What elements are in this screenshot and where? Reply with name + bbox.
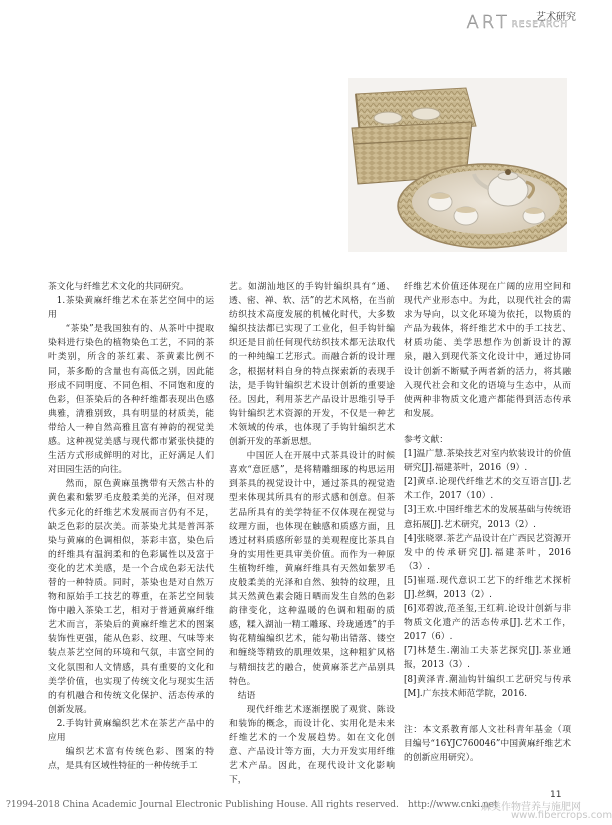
reference-item: [8]黄泽青.潮汕钩针编织工艺研究与传承[M].广东技术师范学院，2016. [404, 674, 571, 699]
reference-item: [4]张晓翠.茶艺产品设计在广西民艺资源开发中的传承研究[J].福建茶叶，2016（3）. [404, 533, 571, 572]
references-title: 参考文献： [404, 434, 448, 445]
tea-set-basket-photo [348, 78, 567, 252]
funding-note: 注：本文系教育部人文社科青年基金（项目编号“16YJC760046”中国黄麻纤维艺术的创新应用研究）。 [404, 724, 571, 763]
watermark-url: www.fibercrops.com [511, 810, 612, 821]
paragraph-tea-set-design: 中国匠人在开展中式茶具设计的时候喜欢“意匠感”，是将精雕细琢的构思运用到茶具的视觉设计中，通过茶具的视觉造型来体现其所具有的形式感和创意。但茶艺品所具有的美学特征不仅体现在视觉与纹理方面，也体现在触感和质感方面，且透过材料质感所彰显的美观程度比茶具自身的实用性更具审美价值。而作为一种原生植物纤维，黄麻纤维具有天然如紫罗毛皮般柔美的光泽和自然、独特的纹理，且其天然黄色素会随日晒而发生自然的色彩韵律变化，这种温暖的色调和粗砺的质感，糅入湖汕一精工雕琢、玲珑通透”的手钩花精编编织艺术，能勾勒出错落、镂空和缠绕等精致的肌理效果，这种粗犷风格与精细技艺的融合，使黄麻茶艺产品别具特色。 [229, 451, 395, 687]
paragraph-intro-end: 茶文化与纤维艺术文化的共同研究。 [48, 282, 189, 292]
paragraph-crochet: 艺。如湖汕地区的手钩针编织具有“通、透、密、禅、软、活”的艺术风格，在当前纺织技术高度发展的机械化时代，大多数编织技法都已实现了工业化，但手钩针编织还是目前任何现代纺织技术都无法取代的一种纯编工艺形式。而融合新的设计理念，根据材料自身的特点探索新的表现手法，是手钩针编织艺术设计创新的重要途径。因此，利用茶艺产品设计思维引导手钩针编织艺术资源的开发，不仅是一种艺术领域的传承，也体现了手钩针编织艺术创新开发的革新思想。 [229, 282, 395, 448]
paragraph-fiber-value: 纤维艺术价值还体现在广阔的应用空间和现代产业形态中。为此，以现代社会的需求为导向，以文化环境为依托，以物质的产品为载体，将纤维艺术中的手工技艺、材质功能、美学思想作为创新设计的源泉，融入到现代茶文化设计中，通过协同设计创新不断赋予两者新的活力，将其融入现代社会和文化的语境与生态中，从而使两种非物质文化遗产都能得到活态传承和发展。 [404, 282, 571, 419]
reference-item: [6]邓碧波,范圣玺,王红莉.论设计创新与非物质文化遗产的活态传承[J].艺术工作，2017（6）. [404, 604, 571, 643]
watermark-cn: 麻类作物营养与施肥网 [481, 802, 581, 813]
copyright-notice: ?1994-2018 China Academic Journal Electronic Publishing House. All rights reserved. [6, 800, 399, 810]
paragraph-conclusion: 现代纤维艺术逐渐摆脱了观赏、陈设和装饰的概念，而设计化、实用化是未来纤维艺术的一个发展趋势。如在文化创意、产品设计等方面，大力开发实用纤维艺术产品。因此，在现代设计文化影响下， [229, 704, 395, 786]
art-research-logo: ART [466, 12, 510, 33]
reference-item: [5]崔瑶.现代意识工艺下的纤维艺术探析[J].丝绸，2013（2）. [404, 575, 571, 600]
column-middle [229, 280, 395, 787]
reference-item: [2]黄卓.论现代纤维艺术的交互语言[J].艺术工作，2017（10）. [404, 477, 571, 502]
heading-section-2: 2.手钩针黄麻编织艺术在茶艺产品中的应用 [48, 718, 214, 743]
column-right [404, 280, 571, 765]
research-sub-logo: RESEARCH [511, 20, 568, 30]
paragraph-tea-dyeing: “茶染”是我国独有的、从茶叶中提取染料进行染色的植物染色工艺，不同的茶叶类别，所含的茶红素、茶黄素比例不同，茶多酚的含量也有高低之别，因此能形成不同明度、不同色相、不同饱和度的色彩，但茶染后的各种纤维都表现出色感典雅，清雅别致，具有明显的材质美，能带给人一种自然高雅且富有神韵的视觉美感。这种视觉美感与现代都市紧张快捷的生活方式形成鲜明的对比，正好满足人们对田园生活的向往。 [48, 324, 214, 476]
reference-item: [1]温广慧.茶染技艺对室内软装设计的价值研究[J].福建茶叶，2016（9）. [404, 449, 571, 474]
tea-set-illustration [348, 78, 567, 252]
footer [6, 800, 612, 821]
reference-item: [3]王欢.中国纤维艺术的发展基础与传统语意拓展[J].艺术研究，2013（2）. [404, 505, 571, 530]
page-number: 11 [550, 790, 562, 800]
heading-section-1: 1.茶染黄麻纤维艺术在茶艺空间中的运用 [48, 296, 214, 321]
heading-conclusion: 结语 [237, 690, 256, 701]
paragraph-jute-color: 然而，原色黄麻虽携带有天然古朴的黄色素和紫罗毛皮般柔美的光泽，但对现代多元化的纤维艺术发展而言仍有不足，缺乏色彩的层次美。而茶染尤其是普洱茶染与黄麻的色调相似，茶彩丰富，染色后的纤维具有温润柔和的色彩属性以及富于变化的艺术美感，是一个合成色彩无法代替的一种特质。同时，茶染也是对自然万物和原始手工技艺的尊重，在茶艺空间装饰中融入茶染工艺，相对于普通黄麻纤维艺术而言，茶染后的黄麻纤维艺术的图案装饰性更强，能从色彩、纹理、气味等来装点茶艺空间的环境和气氛，丰富空间的文化氛围和人文情感，具有重要的文化和美学价值，也实现了传统文化与现实生活的有机融合和传统文化保护、活态传承的创新发展。 [48, 479, 214, 715]
column-left [48, 280, 214, 773]
reference-item: [7]林楚生.潮汕工夫茶艺探究[J].茶业通报，2013（3）. [404, 646, 571, 671]
cnki-link[interactable]: http://www.cnki.net [408, 800, 498, 810]
paragraph-weaving: 编织艺术富有传统色彩、图案的特点，是具有区域性特征的一种传统手工 [48, 747, 214, 772]
section-title: 艺术研究 [536, 12, 576, 23]
